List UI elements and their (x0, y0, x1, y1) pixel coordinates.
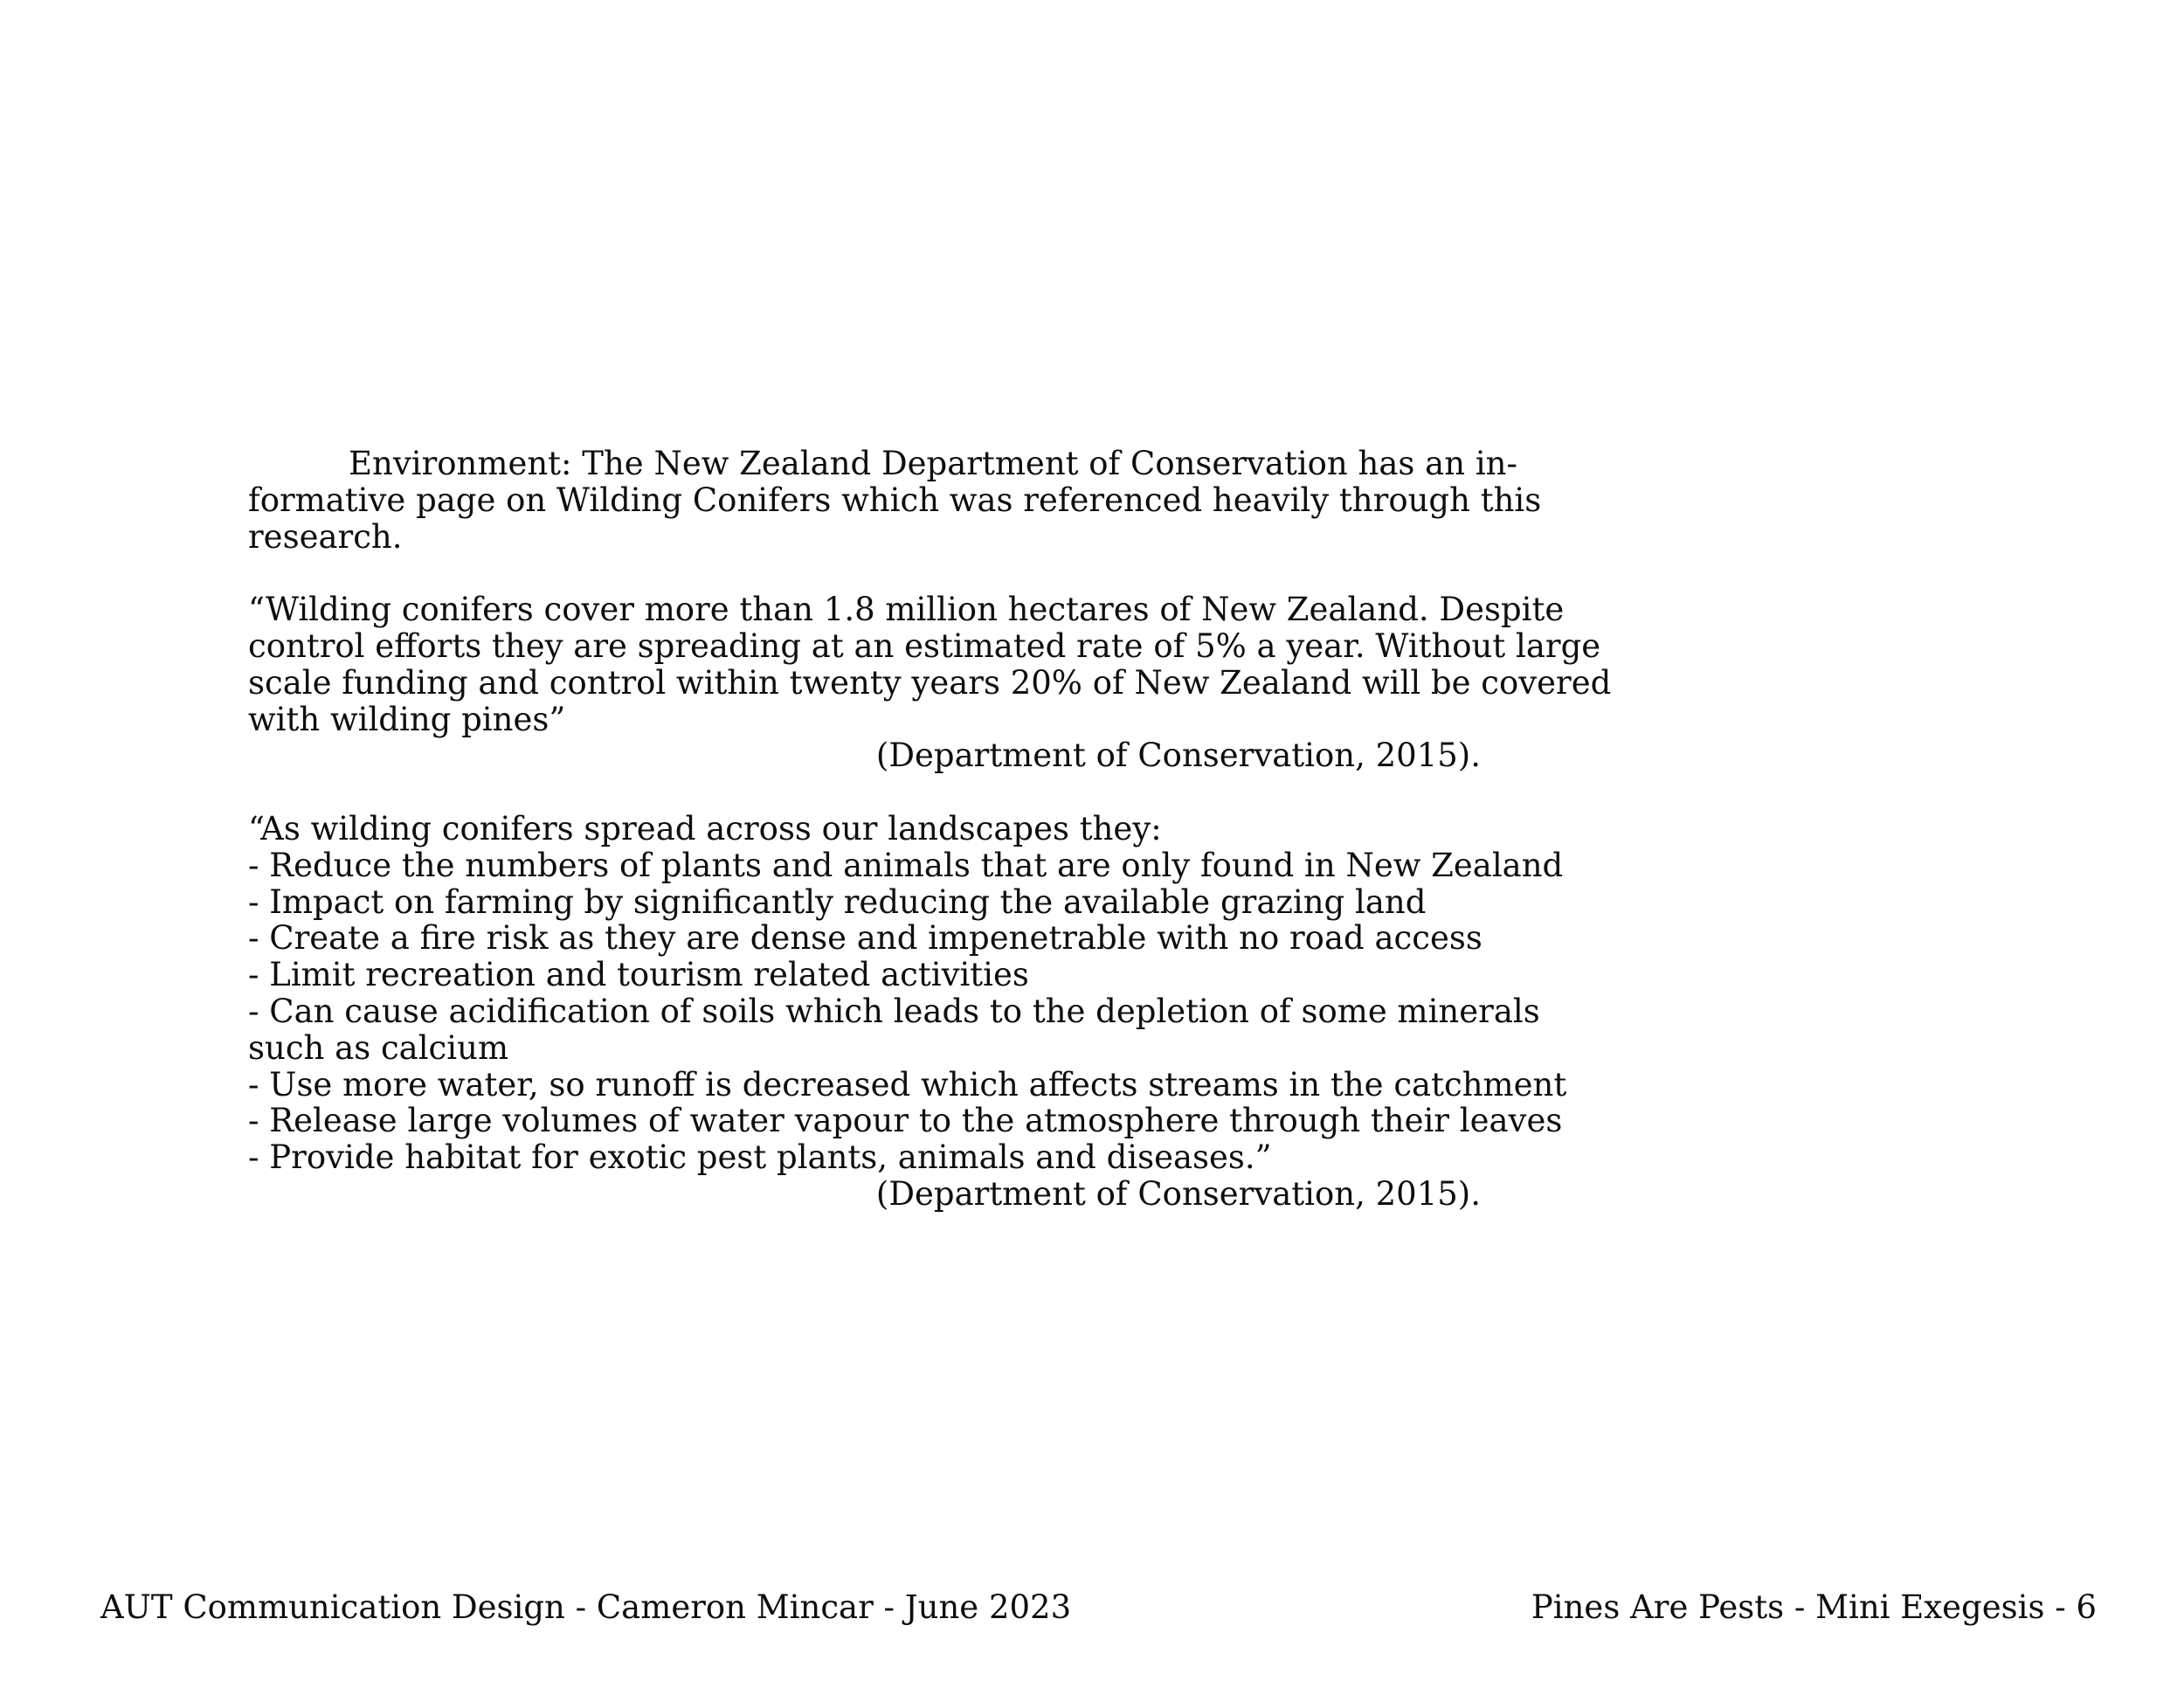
intro-line: Environment: The New Zealand Department of Conservation has an in- (349, 445, 1517, 482)
quote-coverage (248, 591, 1612, 775)
citation: (Department of Conservation, 2015). (875, 737, 1481, 775)
paragraph-gap (248, 555, 1506, 591)
impact-list-item: - Create a fire risk as they are dense and impenetrable with no road access (248, 919, 1482, 958)
impact-list-item: - Provide habitat for exotic pest plants, animals and diseases.” (248, 1138, 1272, 1177)
intro-paragraph (248, 445, 1542, 556)
impact-list-item: - Impact on farming by significantly reducing the available grazing land (248, 882, 1427, 921)
paragraph-gap (248, 774, 1506, 811)
quote-line: “As wilding conifers spread across our landscapes they: (248, 809, 1162, 847)
citation: (Department of Conservation, 2015). (875, 1174, 1481, 1213)
footer-right: Pines Are Pests - Mini Exegesis - 6 (1531, 1588, 2097, 1626)
impact-list-item: - Release large volumes of water vapour to the atmosphere through their leaves (248, 1102, 1563, 1140)
impact-list-item: - Can cause acidification of soils which leads to the depletion of some minerals (248, 992, 1540, 1030)
intro-line: research. (248, 517, 403, 556)
main-text-block (248, 445, 1612, 1213)
intro-line: formative page on Wilding Conifers which was referenced heavily through this (248, 481, 1542, 519)
impact-list-item: such as calcium (248, 1028, 509, 1067)
quote-line: with wilding pines” (248, 700, 566, 738)
quote-line: “Wilding conifers cover more than 1.8 million hectares of New Zealand. Despite (248, 591, 1565, 629)
impact-list-item: - Use more water, so runoff is decreased which affects streams in the catchment (248, 1065, 1567, 1103)
quote-line: scale funding and control within twenty years 20% of New Zealand will be covered (248, 663, 1612, 702)
quote-impacts (248, 809, 1567, 1213)
quote-line: control efforts they are spreading at an estimated rate of 5% a year. Without large (248, 626, 1601, 665)
footer-left: AUT Communication Design - Cameron Mincar - June 2023 (100, 1588, 1072, 1626)
impact-list-item: - Reduce the numbers of plants and animals that are only found in New Zealand (248, 846, 1564, 884)
impact-list-item: - Limit recreation and tourism related activities (248, 956, 1029, 994)
